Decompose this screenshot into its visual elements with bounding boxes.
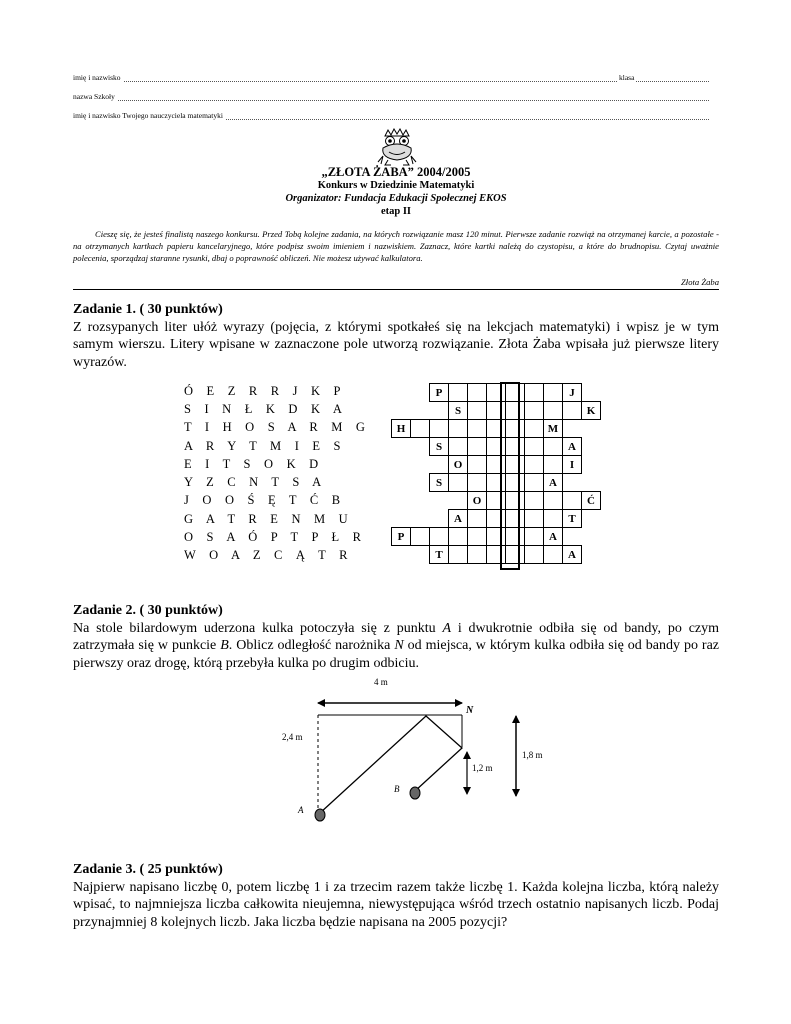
anagram-row: A R Y T M I E S	[184, 439, 346, 453]
anagram-row: Y Z C N T S A	[184, 475, 327, 489]
grid-cell[interactable]	[468, 402, 487, 420]
grid-cell[interactable]	[525, 546, 544, 564]
grid-cell[interactable]	[525, 384, 544, 402]
task2-text	[73, 620, 719, 672]
grid-cell[interactable]: J	[563, 384, 582, 402]
grid-row	[392, 456, 601, 474]
grid-blank	[411, 492, 430, 510]
anagram-row: J O O Ś Ę T Ć B	[184, 493, 346, 507]
grid-blank	[430, 492, 449, 510]
grid-cell[interactable]: K	[582, 402, 601, 420]
task2-title: Zadanie 2. ( 30 punktów)	[73, 603, 223, 618]
school-dotted-line	[73, 100, 709, 101]
anagram-row: G A T R E N M U	[184, 512, 353, 526]
grid-cell[interactable]	[468, 456, 487, 474]
grid-blank	[582, 456, 601, 474]
grid-cell[interactable]	[563, 492, 582, 510]
grid-cell[interactable]: T	[563, 510, 582, 528]
grid-blank	[411, 402, 430, 420]
grid-cell[interactable]	[449, 384, 468, 402]
school-line[interactable]	[73, 92, 709, 104]
task2-text-part: Na stole bilardowym uderzona kulka potoczyła się z punktu	[73, 621, 443, 636]
grid-blank	[392, 492, 411, 510]
grid-blank	[582, 528, 601, 546]
grid-row	[392, 474, 601, 492]
grid-row	[392, 384, 601, 402]
anagram-row: S I N Ł K D K A	[184, 402, 348, 416]
grid-cell[interactable]	[468, 420, 487, 438]
point-b-ref: B	[220, 638, 229, 654]
inner-height-label: 1,2 m	[472, 763, 493, 773]
task3-title: Zadanie 3. ( 25 punktów)	[73, 862, 223, 877]
grid-cell[interactable]	[430, 528, 449, 546]
grid-cell[interactable]	[525, 510, 544, 528]
task1-title: Zadanie 1. ( 30 punktów)	[73, 302, 223, 317]
grid-cell[interactable]: S	[430, 438, 449, 456]
task2-text-part: od miejsca, w którym kulka odbiła się od bandy po raz pierwszy oraz drogę, którą przebyła kulka po drugim odbiciu.	[73, 638, 719, 671]
corner-n-label: N	[466, 705, 474, 716]
grid-cell[interactable]: T	[430, 546, 449, 564]
grid-blank	[411, 384, 430, 402]
grid-cell[interactable]	[468, 510, 487, 528]
ball-a-icon	[315, 809, 325, 821]
class-label: klasa	[619, 73, 635, 82]
grid-blank	[430, 402, 449, 420]
grid-blank	[430, 510, 449, 528]
task2-text-part: i dwukrotnie odbiła się od bandy, po czym zatrzymała się w punkcie	[73, 621, 720, 654]
grid-cell[interactable]: S	[430, 474, 449, 492]
grid-cell[interactable]: A	[544, 528, 563, 546]
anagram-row: Ó E Z R R J K P	[184, 384, 346, 398]
grid-row	[392, 546, 601, 564]
grid-cell[interactable]	[430, 420, 449, 438]
width-label: 4 m	[374, 677, 388, 687]
grid-blank	[582, 474, 601, 492]
grid-cell[interactable]	[468, 384, 487, 402]
grid-blank	[392, 474, 411, 492]
grid-cell[interactable]	[525, 438, 544, 456]
point-a-ref: A	[442, 621, 451, 636]
grid-blank	[411, 474, 430, 492]
task1-text: Z rozsypanych liter ułóż wyrazy (pojęcia, z którymi spotkałeś się na lekcjach matematyki) i wpisz je w tym samym wierszu. Litery wpisane w zaznaczone pole utworzą rozwiązanie. Złota Żaba wpisała już pierwsze litery wyrazów.	[73, 320, 719, 370]
grid-row	[392, 402, 601, 420]
grid-cell[interactable]: S	[449, 402, 468, 420]
grid-blank	[411, 510, 430, 528]
grid-blank	[392, 510, 411, 528]
school-label: nazwa Szkoły	[73, 92, 115, 101]
grid-cell[interactable]: O	[449, 456, 468, 474]
grid-cell[interactable]: A	[449, 510, 468, 528]
grid-row	[392, 510, 601, 528]
grid-blank	[582, 546, 601, 564]
solution-column	[500, 382, 520, 570]
stage-line: etap II	[380, 206, 412, 217]
grid-blank	[582, 510, 601, 528]
grid-cell[interactable]	[468, 438, 487, 456]
intro-text: Cieszę się, że jesteś finalistą naszego konkursu. Przed Tobą kolejne zadania, na których rozwiązanie masz 120 minut. Pierwsze zadanie rozwiąż na otrzymanej karcie, a pozostałe - na otrzymanych kartkach papieru kancelaryjnego, które podpisz swoim imieniem i nazwiskiem. Zaznacz, które kartki należą do czystopisu, a które do brudnopisu. Czytaj uważnie polecenia, sporządzaj staranne rysunki, dbaj o poprawność obliczeń. Nie możesz używać kalkulatora.	[73, 229, 719, 264]
grid-cell[interactable]	[411, 528, 430, 546]
grid-blank	[392, 438, 411, 456]
grid-cell[interactable]	[544, 510, 563, 528]
grid-blank	[563, 474, 582, 492]
grid-cell[interactable]: P	[392, 528, 411, 546]
contest-subtitle: Konkurs w Dziedzinie Matematyki	[317, 180, 475, 191]
grid-blank	[430, 456, 449, 474]
grid-cell[interactable]: A	[563, 546, 582, 564]
point-a-label: A	[298, 805, 304, 815]
grid-cell[interactable]	[525, 528, 544, 546]
grid-blank	[563, 528, 582, 546]
grid-cell[interactable]: Ć	[582, 492, 601, 510]
intro-signature: Złota Żaba	[681, 277, 719, 287]
grid-cell[interactable]	[449, 420, 468, 438]
anagram-row: O S A Ó P T P Ł R	[184, 530, 367, 544]
divider	[73, 289, 719, 290]
grid-cell[interactable]	[563, 402, 582, 420]
grid-cell[interactable]	[525, 456, 544, 474]
grid-blank	[392, 384, 411, 402]
grid-cell[interactable]	[525, 402, 544, 420]
teacher-label: imię i nazwisko Twojego nauczyciela matematyki	[73, 111, 223, 120]
name-line[interactable]	[73, 73, 709, 85]
grid-cell[interactable]	[544, 492, 563, 510]
grid-cell[interactable]	[544, 456, 563, 474]
grid-cell[interactable]	[468, 528, 487, 546]
grid-cell[interactable]	[449, 438, 468, 456]
billiard-diagram	[270, 672, 560, 832]
grid-blank	[582, 420, 601, 438]
name-dotted-line	[73, 81, 709, 82]
anagram-row: W O A Z C Ą T R	[184, 548, 353, 562]
grid-cell[interactable]: P	[430, 384, 449, 402]
point-b-label: B	[394, 784, 400, 794]
grid-blank	[582, 384, 601, 402]
grid-cell[interactable]: I	[563, 456, 582, 474]
grid-cell[interactable]: A	[544, 474, 563, 492]
grid-cell[interactable]	[449, 528, 468, 546]
height-label: 2,4 m	[282, 732, 303, 742]
grid-cell[interactable]	[468, 474, 487, 492]
grid-blank	[563, 420, 582, 438]
grid-cell[interactable]: O	[468, 492, 487, 510]
teacher-line[interactable]	[73, 111, 709, 123]
grid-blank	[411, 438, 430, 456]
grid-cell[interactable]	[544, 438, 563, 456]
grid-cell[interactable]	[449, 474, 468, 492]
anagram-row: T I H O S A R M G	[184, 420, 371, 434]
crossword-grid	[391, 383, 601, 564]
grid-cell[interactable]	[544, 384, 563, 402]
grid-cell[interactable]	[411, 420, 430, 438]
contest-title: „ZŁOTA ŻABA” 2004/2005	[321, 165, 471, 179]
task2-text-part: . Oblicz odległość narożnika	[228, 638, 395, 654]
grid-cell[interactable]: M	[544, 420, 563, 438]
grid-cell[interactable]	[525, 474, 544, 492]
grid-blank	[582, 438, 601, 456]
grid-blank	[411, 456, 430, 474]
frog-logo-icon	[377, 128, 417, 166]
ball-b-icon	[410, 787, 420, 799]
grid-row	[392, 420, 601, 438]
grid-row	[392, 438, 601, 456]
name-label: imię i nazwisko	[73, 73, 121, 82]
grid-cell[interactable]	[525, 492, 544, 510]
grid-cell[interactable]	[525, 420, 544, 438]
grid-cell[interactable]	[544, 402, 563, 420]
grid-cell[interactable]: H	[392, 420, 411, 438]
grid-cell[interactable]	[449, 546, 468, 564]
grid-blank	[392, 402, 411, 420]
grid-row	[392, 528, 601, 546]
corner-n-ref: N	[394, 638, 404, 654]
ball-path	[320, 716, 462, 813]
right-height-label: 1,8 m	[522, 750, 543, 760]
grid-blank	[392, 546, 411, 564]
grid-cell[interactable]: A	[563, 438, 582, 456]
anagram-row: E I T S O K D	[184, 457, 324, 471]
task3-text: Najpierw napisano liczbę 0, potem liczbę 1 i za trzecim razem także liczbę 1. Każda kolejna liczba, którą należy wpisać, to najmniejsza liczba całkowita nieujemna, niewystępująca wśród trzech ostatnio napisanych liczb. Podaj przynajmniej 8 kolejnych liczb. Jaka liczba będzie napisana na 2005 pozycji?	[73, 880, 719, 930]
grid-row	[392, 492, 601, 510]
grid-blank	[411, 546, 430, 564]
grid-cell[interactable]	[544, 546, 563, 564]
organizer-line: Organizator: Fundacja Edukacji Społecznej EKOS	[285, 193, 507, 204]
grid-blank	[392, 456, 411, 474]
grid-cell[interactable]	[468, 546, 487, 564]
grid-blank	[449, 492, 468, 510]
